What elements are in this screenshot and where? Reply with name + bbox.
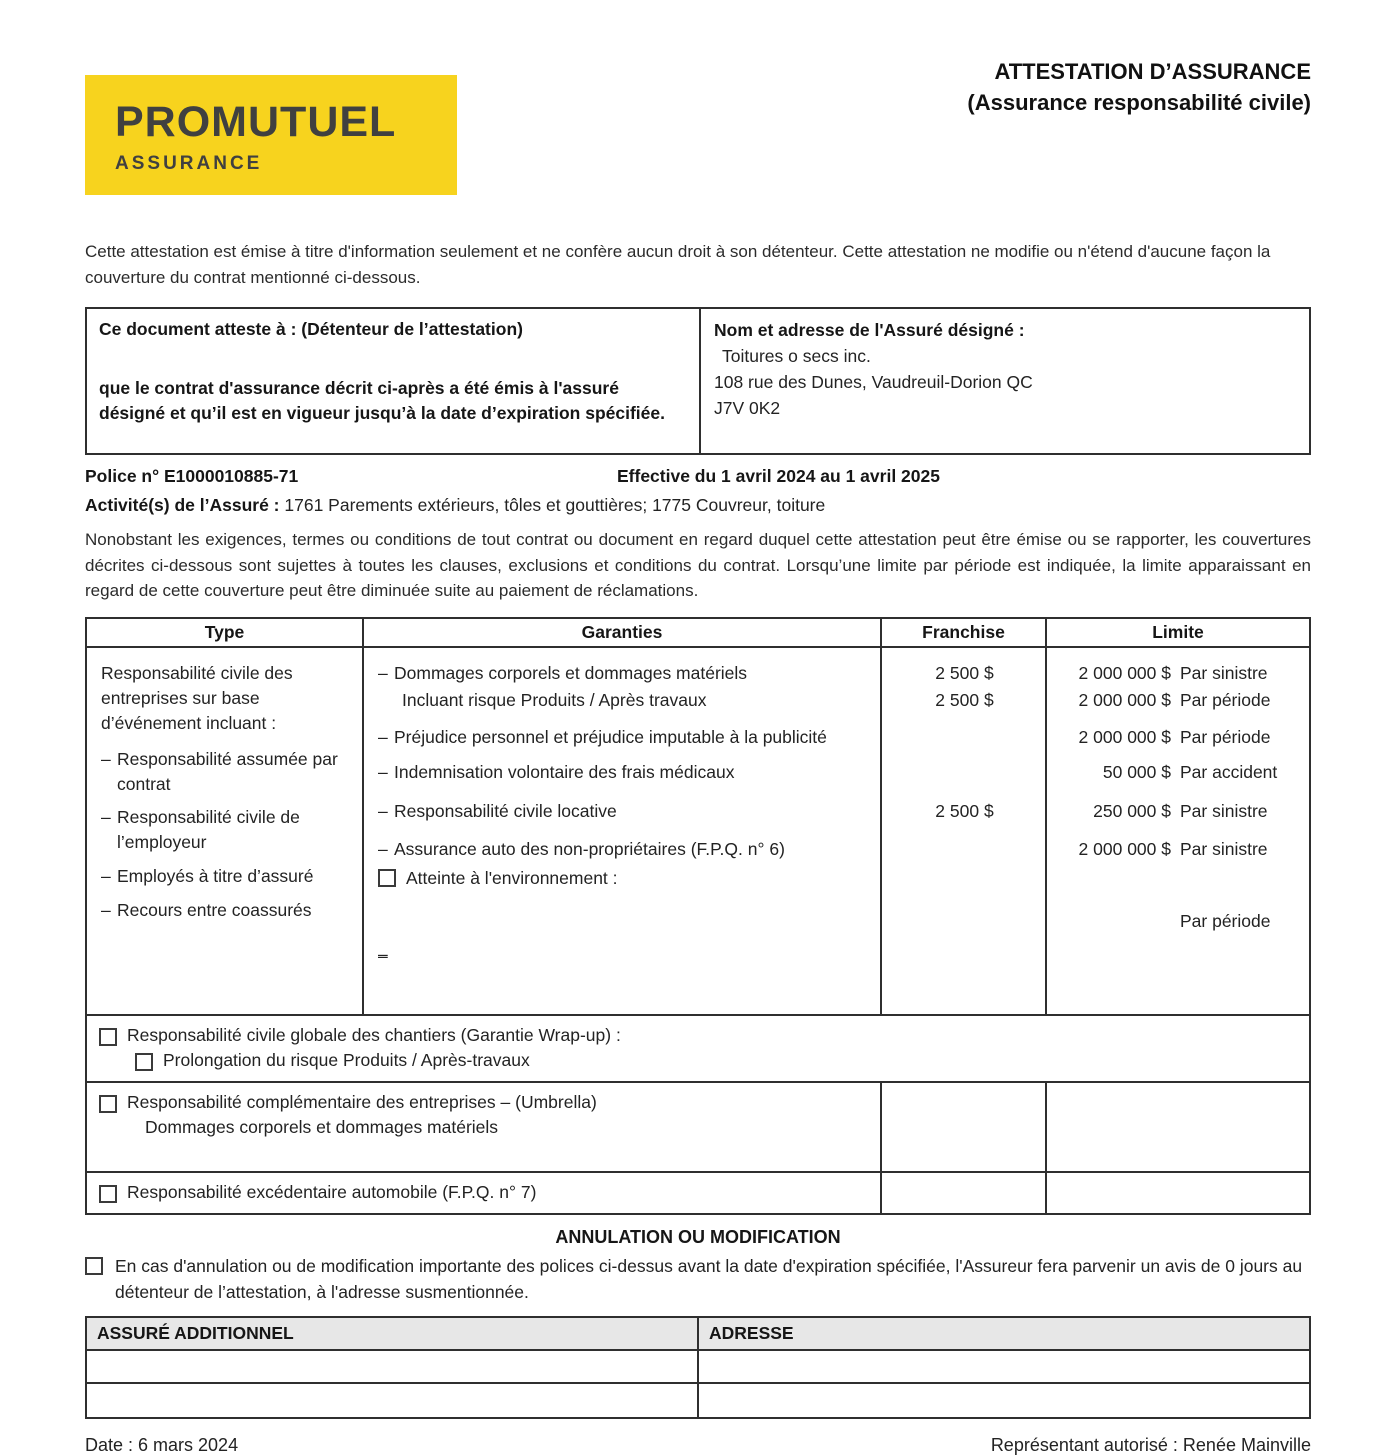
type-item: – Responsabilité civile de l’employeur [101, 805, 352, 855]
column-divider [880, 648, 882, 1014]
umbrella-row [87, 1081, 1309, 1171]
additional-insured-header [87, 1318, 1309, 1351]
cancellation-checkbox[interactable] [85, 1257, 103, 1275]
wrapup-row [87, 1014, 1309, 1081]
additional-insured-row [87, 1351, 1309, 1384]
address-cell [699, 1384, 1309, 1417]
franchise-value: 2 500 $ [935, 800, 994, 821]
coverage-row [364, 799, 1309, 824]
header [85, 0, 1311, 195]
coverage-table-header [87, 619, 1309, 648]
garantie-label: Incluant risque Produits / Après travaux [402, 690, 707, 711]
limit-period: Par période [1180, 911, 1271, 932]
document-title-line2: (Assurance responsabilité civile) [967, 90, 1311, 116]
additional-insured-cell [87, 1351, 699, 1382]
franchise-value: 2 500 $ [935, 690, 994, 711]
limit-amount: 2 000 000 $ [1078, 690, 1171, 711]
activities-value: 1761 Parements extérieurs, tôles et gouttières; 1775 Couvreur, toiture [284, 494, 826, 515]
col-header-limite: Limite [1152, 622, 1204, 643]
column-divider [1045, 1083, 1047, 1171]
intro-paragraph: Cette attestation est émise à titre d'information seulement et ne confère aucun droit à son détenteur. Cette attestation ne modifie ou n'étend d'aucune façon la couverture du contrat mentionné ci-dessous. [85, 242, 1271, 288]
cancellation-title: ANNULATION OU MODIFICATION [555, 1227, 841, 1248]
limit-amount: 2 000 000 $ [1078, 663, 1171, 684]
holder-title: Ce document atteste à : (Détenteur de l’attestation) [99, 318, 523, 339]
environment-checkbox[interactable] [378, 869, 396, 887]
additional-insured-row [87, 1384, 1309, 1417]
garantie-label: – Préjudice personnel et préjudice imputable à la publicité [378, 725, 870, 750]
type-item: – Employés à titre d’assuré [101, 864, 352, 889]
garantie-label: – Responsabilité civile locative [378, 799, 870, 824]
column-divider [880, 1173, 882, 1213]
wrapup-label: Responsabilité civile globale des chantiers (Garantie Wrap-up) : [127, 1025, 621, 1046]
wrapup-checkbox[interactable] [99, 1028, 117, 1046]
limit-period: Par période [1180, 690, 1271, 711]
coverage-row [364, 688, 1309, 713]
umbrella-checkbox[interactable] [99, 1095, 117, 1113]
attestation-box [85, 307, 1311, 455]
limit-period: Par période [1180, 726, 1271, 747]
limit-amount: 2 000 000 $ [1078, 726, 1171, 747]
promutuel-logo [85, 75, 457, 195]
column-divider [1045, 648, 1047, 1014]
coverage-main-row [87, 648, 1309, 1014]
franchise-value: 2 500 $ [935, 663, 994, 684]
coverage-row [364, 661, 1309, 686]
col-header-additional-insured: ASSURÉ ADDITIONNEL [87, 1318, 699, 1349]
effective-dates: Effective du 1 avril 2024 au 1 avril 2025 [617, 465, 940, 486]
activities-label: Activité(s) de l’Assuré : [85, 494, 280, 515]
excess-auto-checkbox[interactable] [99, 1185, 117, 1203]
holder-cell [87, 309, 701, 453]
col-header-franchise: Franchise [882, 619, 1047, 646]
coverage-row [364, 866, 1309, 891]
garantie-label: – Dommages corporels et dommages matériels [378, 661, 870, 686]
type-cell [87, 648, 364, 1014]
limit-period: Par sinistre [1180, 839, 1268, 860]
limit-amount: 250 000 $ [1093, 800, 1171, 821]
coverage-row [364, 760, 1309, 785]
coverage-row [364, 725, 1309, 750]
coverage-row [364, 909, 1309, 934]
document-title-line1: ATTESTATION D’ASSURANCE [994, 59, 1311, 84]
garantie-label: – Assurance auto des non-propriétaires (F.P.Q. n° 6) [378, 837, 870, 862]
footer-date: Date : 6 mars 2024 [85, 1434, 239, 1455]
cancellation-text: En cas d'annulation ou de modification importante des polices ci-dessus avant la date d'expiration spécifiée, l'Assureur fera parvenir un avis de 0 jours au détenteur de l’attestation, à l'adresse susmentionnée. [115, 1256, 1303, 1302]
logo-sub-text: ASSURANCE [115, 153, 263, 174]
cancellation-clause [85, 1254, 1311, 1305]
coverage-row [364, 837, 1309, 862]
limit-period: Par sinistre [1180, 800, 1268, 821]
col-header-address: ADRESSE [709, 1322, 794, 1343]
coverage-table [85, 617, 1311, 1215]
garanties-cell [364, 648, 1309, 1014]
holder-body: que le contrat d'assurance décrit ci-après a été émis à l'assuré désigné et qu’il est en vigueur jusqu’à la date d’expiration spécifiée. [99, 378, 665, 424]
additional-insured-cell [87, 1384, 699, 1417]
umbrella-label: Responsabilité complémentaire des entreprises – (Umbrella) [127, 1092, 597, 1113]
limit-amount: 50 000 $ [1102, 761, 1171, 782]
logo-brand-text: PROMUTUEL [115, 98, 397, 146]
insured-title: Nom et adresse de l'Assuré désigné : [714, 319, 1025, 340]
garantie-label: – Indemnisation volontaire des frais médicaux [378, 760, 870, 785]
garantie-label: Atteinte à l'environnement : [406, 868, 618, 889]
insured-cell [701, 309, 1309, 453]
excess-auto-label: Responsabilité excédentaire automobile (F.P.Q. n° 7) [127, 1182, 537, 1203]
footer-representative: Représentant autorisé : Renée Mainville [990, 1434, 1311, 1455]
col-header-type: Type [87, 619, 364, 646]
limit-amount [1055, 909, 1171, 934]
activities-line [85, 495, 1311, 516]
type-item: – Recours entre coassurés [101, 898, 352, 923]
wrapup-sub-checkbox[interactable] [135, 1053, 153, 1071]
document-title [967, 56, 1311, 118]
wrapup-sub-label: Prolongation du risque Produits / Après-travaux [163, 1050, 530, 1071]
col-header-garanties: Garanties [364, 619, 882, 646]
type-intro: Responsabilité civile des entreprises sur base d’événement incluant : [101, 663, 293, 733]
insured-address-line1: 108 rue des Dunes, Vaudreuil-Dorion QC [714, 372, 1033, 393]
policy-line [85, 466, 1311, 492]
attestation-document [85, 0, 1311, 1456]
limit-period: Par accident [1180, 761, 1278, 782]
address-cell [699, 1351, 1309, 1382]
policy-number: Police n° E1000010885-71 [85, 465, 299, 486]
limit-amount: 2 000 000 $ [1078, 839, 1171, 860]
column-divider [1045, 1173, 1047, 1213]
type-item: – Responsabilité assumée par contrat [101, 747, 352, 797]
additional-insured-table [85, 1316, 1311, 1419]
insured-address-line2: J7V 0K2 [714, 398, 781, 419]
column-divider [880, 1083, 882, 1171]
umbrella-sub-label: Dommages corporels et dommages matériels [145, 1117, 499, 1138]
footer [85, 1435, 1311, 1456]
excess-auto-row [87, 1171, 1309, 1213]
notice-paragraph: Nonobstant les exigences, termes ou conditions de tout contrat ou document en regard duquel cette attestation peut être émise ou se rapporter, les couvertures décrites ci-dessous sont sujettes à toutes les clauses, exclusions et conditions du contrat. Lorsqu’une limite par période est indiquée, la limite apparaissant en regard de cette couverture peut être diminuée suite au paiement de réclamations. [85, 529, 1311, 601]
insured-name: Toitures o secs inc. [722, 345, 871, 366]
limit-period: Par sinistre [1180, 663, 1268, 684]
